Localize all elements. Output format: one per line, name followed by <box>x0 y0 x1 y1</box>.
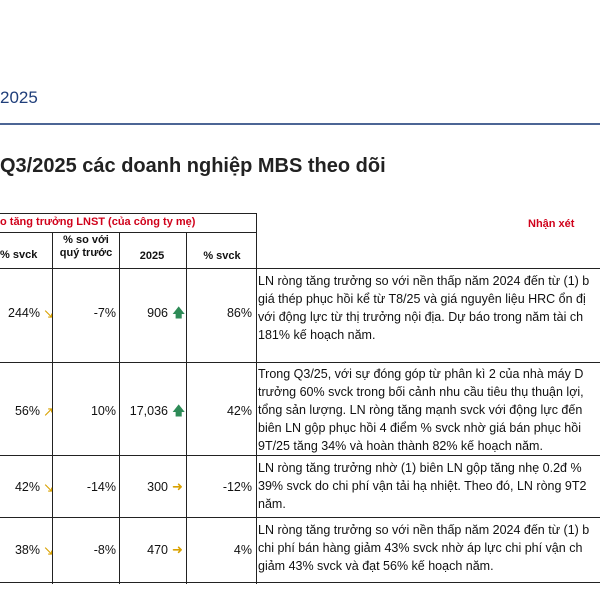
comment-line: với động lực từ thị trưởng nội địa. Dự báo trong năm tài ch <box>258 310 584 324</box>
comment-line: LN ròng tăng trưởng so với nền thấp năm 2024 đến từ (1) b <box>258 274 590 288</box>
qoq-value: 10% <box>90 404 116 418</box>
lnst-group-header: o tăng trưởng LNST (của công ty mẹ) <box>0 216 196 228</box>
up-icon: 🡅 <box>172 305 186 320</box>
value-2025: 17,036 <box>129 404 168 418</box>
comment-line: năm. <box>258 497 286 511</box>
qoq-value: -14% <box>86 480 116 494</box>
comment-line: LN ròng tăng trưởng nhờ (1) biên LN gộp tăng nhẹ 0.2đ % <box>258 461 582 475</box>
header-year: 2025 <box>0 88 38 107</box>
value-2025: 906 <box>147 306 168 320</box>
value-2025: 470 <box>147 543 168 557</box>
comment-line: giảm 43% svck và đạt 56% kế hoạch năm. <box>258 559 494 573</box>
comment-text <box>258 459 600 513</box>
col-divider <box>186 232 187 584</box>
yoy-2025-value: 86% <box>226 306 252 320</box>
comment-text <box>258 521 600 575</box>
subheader-qoq: % so với quý trước <box>59 234 113 259</box>
row-divider <box>0 517 600 518</box>
diag-up-icon: ↗ <box>43 404 54 419</box>
row-divider <box>0 582 600 583</box>
comment-line: biên LN gộp phục hồi 4 điểm % svck nhờ giá bán phục hồi <box>258 421 581 435</box>
section-title: Q3/2025 các doanh nghiệp MBS theo dõi <box>0 155 386 177</box>
comment-line: 181% kế hoạch năm. <box>258 328 376 342</box>
row-divider <box>0 455 600 456</box>
yoy-2025-value: 42% <box>226 404 252 418</box>
yoy-2025-value: 4% <box>233 543 252 557</box>
subheader-divider <box>0 232 257 233</box>
right-icon: ➜ <box>172 479 183 494</box>
right-icon: ➜ <box>172 542 183 557</box>
comment-header: Nhận xét <box>528 218 575 230</box>
comment-line: 39% svck do chi phí vận tải hạ nhiệt. Theo đó, LN ròng 9T2 <box>258 479 587 493</box>
header-bottom-border <box>0 268 600 269</box>
report-header <box>0 0 600 125</box>
yoy-value: 56% <box>14 404 40 418</box>
qoq-value: -7% <box>93 306 116 320</box>
up-icon: 🡅 <box>172 403 186 418</box>
diag-icon: ↘ <box>43 306 54 321</box>
comment-line: giá thép phục hồi kể từ T8/25 và giá nguyên liệu HRC ổn đị <box>258 292 586 306</box>
comment-line: Trong Q3/25, với sự đóng góp từ phân kì 2 của nhà máy D <box>258 367 584 381</box>
comment-line: 9T/25 tăng 34% và hoàn thành 82% kế hoạch năm. <box>258 439 543 453</box>
yoy-value: 38% <box>14 543 40 557</box>
comment-line: tổng sản lượng. LN ròng tăng mạnh svck với động lực đến <box>258 403 583 417</box>
comment-line: trưởng 60% svck trong bối cảnh nhu cầu tiêu thụ thuận lợi, <box>258 385 584 399</box>
subheader-yoy: % svck <box>0 249 38 261</box>
comment-line: chi phí bán hàng giảm 43% svck nhờ áp lực chi phí vận ch <box>258 541 583 555</box>
col-divider <box>256 213 257 584</box>
yoy-value: 244% <box>8 306 40 320</box>
diag-icon: ↘ <box>43 480 54 495</box>
qoq-value: -8% <box>93 543 116 557</box>
subheader-year: 2025 <box>139 250 165 262</box>
yoy-value: 42% <box>14 480 40 494</box>
diag-icon: ↘ <box>43 543 54 558</box>
yoy-2025-value: -12% <box>222 480 252 494</box>
value-2025: 300 <box>147 480 168 494</box>
comment-line: LN ròng tăng trưởng so với nền thấp năm 2024 đến từ (1) b <box>258 523 590 537</box>
comment-text <box>258 365 600 455</box>
subheader-year-yoy: % svck <box>203 250 241 262</box>
comment-text <box>258 272 600 344</box>
header-divider <box>0 123 600 125</box>
table-top-border <box>0 213 257 214</box>
row-divider <box>0 362 600 363</box>
